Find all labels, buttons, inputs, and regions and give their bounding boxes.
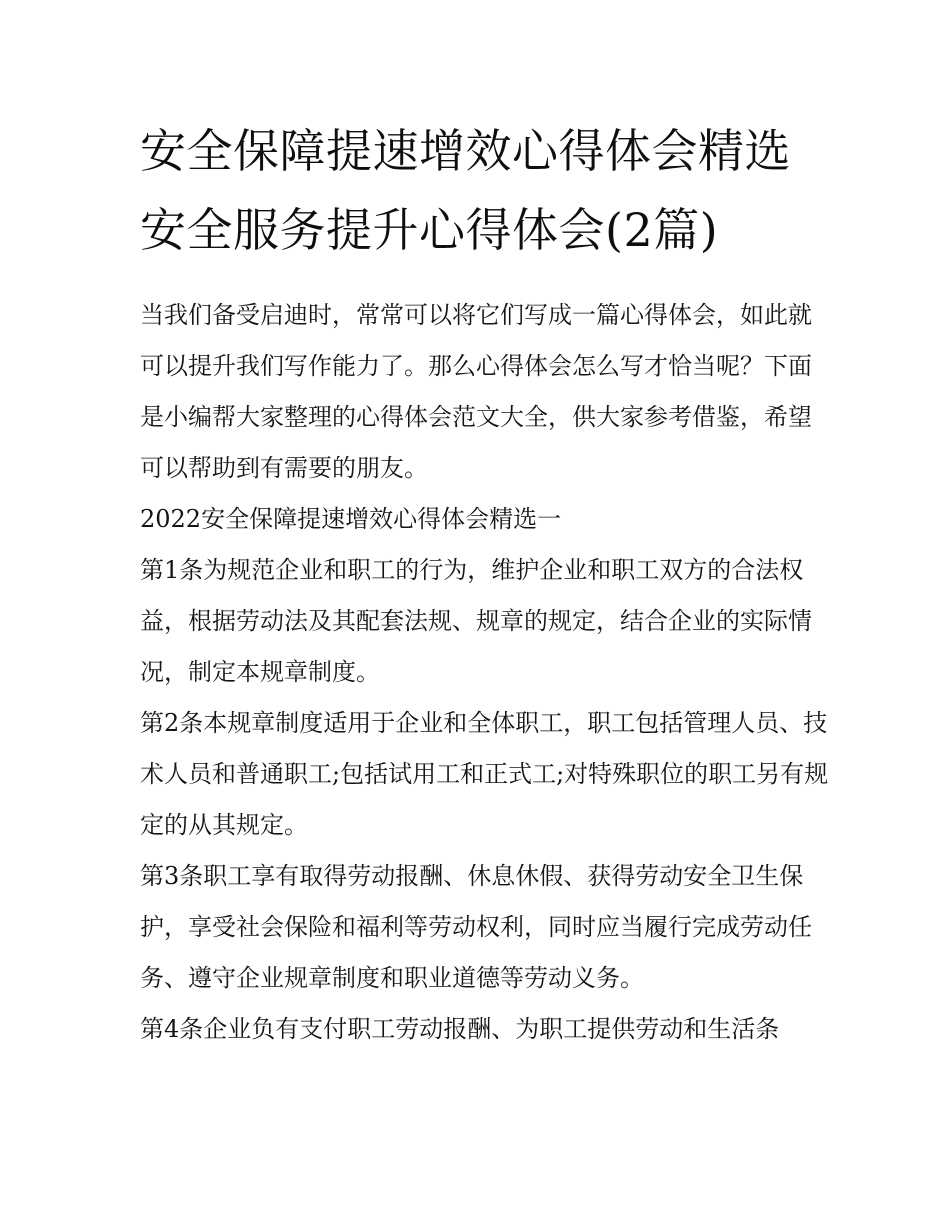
section-heading: 2022安全保障提速增效心得体会精选一 [140, 505, 562, 533]
article-1-paragraph: 第1条为规范企业和职工的行为，维护企业和职工双方的合法权益，根据劳动法及其配套法规、规章的规定，结合企业的实际情况，制定本规章制度。 [140, 556, 812, 686]
article-3-paragraph: 第3条职工享有取得劳动报酬、休息休假、获得劳动安全卫生保护，享受社会保险和福利等劳动权利，同时应当履行完成劳动任务、遵守企业规章制度和职业道德等劳动义务。 [140, 862, 812, 992]
document-title: 安全保障提速增效心得体会精选 安全服务提升心得体会(2篇) [140, 124, 791, 257]
article-2-paragraph: 第2条本规章制度适用于企业和全体职工，职工包括管理人员、技术人员和普通职工;包括试用工和正式工;对特殊职位的职工另有规定的从其规定。 [140, 709, 829, 839]
document-body [140, 112, 830, 1055]
article-4-paragraph: 第4条企业负有支付职工劳动报酬、为职工提供劳动和生活条 [140, 1015, 780, 1043]
intro-paragraph: 当我们备受启迪时，常常可以将它们写成一篇心得体会，如此就可以提升我们写作能力了。那么心得体会怎么写才恰当呢？下面是小编帮大家整理的心得体会范文大全，供大家参考借鉴，希望可以帮助到有需要的朋友。 [140, 301, 812, 482]
